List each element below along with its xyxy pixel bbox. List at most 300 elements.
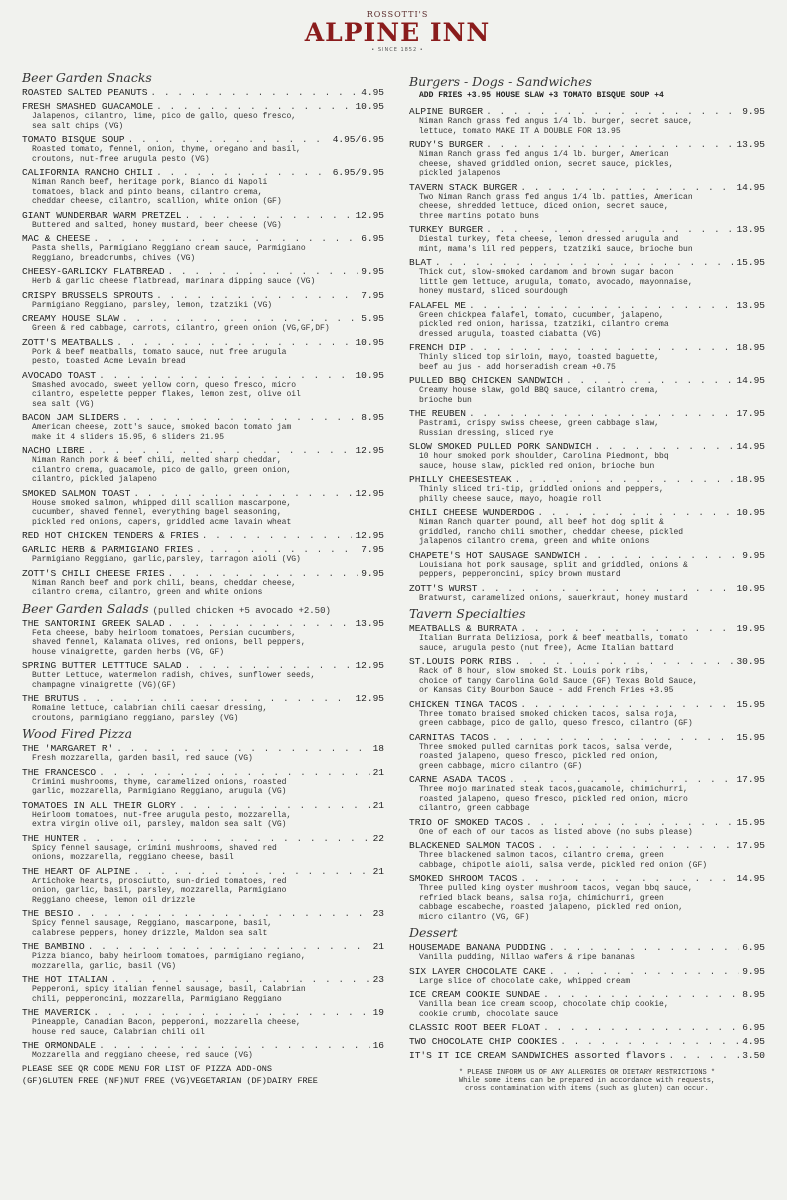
dot-leader <box>520 699 733 710</box>
item-price: 10.95 <box>736 507 765 518</box>
dot-leader <box>156 101 352 112</box>
item-price: 6.95 <box>361 233 384 244</box>
item-name: TAVERN STACK BURGER <box>409 181 518 193</box>
item-name: GIANT WUNDERBAR WARM PRETZEL <box>22 209 182 221</box>
item-description: One of each of our tacos as listed above (no subs please) <box>419 827 693 837</box>
dot-leader <box>594 441 733 452</box>
menu-item <box>22 412 384 442</box>
item-name: CARNE ASADA TACOS <box>409 774 506 785</box>
menu-item <box>22 618 384 658</box>
item-description: Fresh mozzarella, garden basil, red sauce (VG) <box>32 754 253 763</box>
item-description: 10 hour smoked pork shoulder, Carolina Piedmont, bbq sauce, house slaw, pickled red onion, brioche bun <box>419 452 669 471</box>
menu-item <box>22 266 384 287</box>
menu-item <box>409 474 765 504</box>
item-description: Parmigiano Reggiano, garlic,parsley, tarragon aioli (VG) <box>32 555 301 564</box>
item-price: 15.95 <box>736 731 765 743</box>
item-price: 21 <box>372 799 384 811</box>
item-name: ZOTT'S CHILI CHEESE FRIES <box>22 567 165 579</box>
item-price: 14.95 <box>736 873 765 884</box>
dot-leader <box>492 732 734 743</box>
item-price: 14.95 <box>736 181 765 193</box>
dot-leader <box>133 488 352 499</box>
item-price: 9.95 <box>361 266 384 277</box>
item-name: FALAFEL ME <box>409 299 467 311</box>
menu-item <box>409 257 765 297</box>
dot-leader <box>583 550 739 561</box>
item-name: MAC & CHEESE <box>22 233 91 244</box>
item-name: ROASTED SALTED PEANUTS <box>22 87 148 98</box>
dot-leader <box>93 1007 369 1018</box>
item-name: CARNITAS TACOS <box>409 731 489 743</box>
menu-item <box>22 908 384 938</box>
menu-header <box>22 6 773 68</box>
item-name: RUDY'S BURGER <box>409 139 484 150</box>
item-name: THE REUBEN <box>409 408 467 419</box>
item-price: 23 <box>372 908 384 919</box>
dot-leader <box>526 817 733 828</box>
item-name: FRESH SMASHED GUACAMOLE <box>22 101 154 112</box>
menu-section <box>409 606 765 922</box>
dot-leader <box>520 873 733 884</box>
menu-item <box>409 342 765 372</box>
menu-item <box>409 300 765 340</box>
item-name: THE HEART OF ALPINE <box>22 865 131 877</box>
menu-item <box>409 656 765 696</box>
item-name: HOUSEMADE BANANA PUDDING <box>409 942 546 953</box>
dot-leader <box>196 544 358 555</box>
item-description: Heirloom tomatoes, nut-free arugula pesto, mozzarella, extra virgin olive oil, parsley, maldon sea salt (VG) <box>32 810 292 829</box>
item-description: Thinly sliced tri-tip, griddled onions and peppers, philly cheese sauce, mayo, hoagie roll <box>419 485 664 504</box>
dot-leader <box>179 800 370 811</box>
item-description: Rack of 8 hour, slow smoked St. Louis pork ribs, choice of tangy Carolina Gold Sauce (GF) Texas Bold Sauce, or Kansas City Bourbon Sauce - add French Fries +3.95 <box>419 667 698 695</box>
menu-item <box>22 134 384 164</box>
menu-item <box>22 743 384 764</box>
menu-item <box>22 866 384 906</box>
brand-since: • SINCE 1852 • <box>371 47 424 53</box>
item-description: Crimini mushrooms, thyme, caramelized onions, roasted garlic, mozzarella, Parmigiano Reggiano, arugula (VG) <box>32 777 287 796</box>
item-name: THE 'MARGARET R' <box>22 743 114 754</box>
item-price: 13.95 <box>736 224 765 235</box>
menu-item <box>22 544 384 565</box>
item-price: 7.95 <box>361 289 384 301</box>
menu-item <box>409 817 765 838</box>
item-description: Three tomato braised smoked chicken tacos, salsa roja, green cabbage, pico de gallo, queso fresco, cilantro (GF) <box>419 709 693 728</box>
item-name: SMOKED SALMON TOAST <box>22 487 131 499</box>
item-description: Niman Ranch beef and pork chili, beans, cheddar cheese, cilantro crema, cilantro, green and white onions <box>32 578 297 597</box>
item-name: CHILI CHEESE WUNDERDOG <box>409 507 535 518</box>
item-price: 21 <box>372 941 384 952</box>
dot-leader <box>128 134 330 145</box>
item-name: IT'S IT ICE CREAM SANDWICHES assorted flavors <box>409 1050 666 1061</box>
dot-leader <box>566 375 734 386</box>
menu-item <box>22 370 384 410</box>
item-name: FRENCH DIP <box>409 342 467 353</box>
item-price: 16 <box>372 1040 384 1051</box>
dot-leader <box>202 530 353 541</box>
dot-leader <box>99 1040 369 1051</box>
footer-line: PLEASE SEE QR CODE MENU FOR LIST OF PIZZA ADD-ONS <box>22 1063 272 1074</box>
item-description: Vanilla pudding, Nillao wafers & ripe bananas <box>419 953 636 962</box>
menu-section <box>22 601 384 724</box>
dot-leader <box>156 290 358 301</box>
item-price: 15.95 <box>736 698 765 710</box>
item-description: Three pulled king oyster mushroom tacos, vegan bbq sauce, refried black beans, salsa roja, chimichurri, green cabbage escabeche, roasted jalapeno, pickled red onion, micro cilantro (VG, GF) <box>419 884 693 922</box>
item-description: Butter Lettuce, watermelon radish, chives, sunflower seeds, champagne vinaigrette (VG)(GF) <box>32 671 316 690</box>
menu-item <box>409 182 765 222</box>
item-description: Herb & garlic cheese flatbread, marinara dipping sauce (VG) <box>32 277 316 286</box>
item-description: Smashed avocado, sweet yellow corn, queso fresco, micro cilantro, espelette pepper flakes, lemon zest, olive oil sea salt (VG) <box>32 380 301 409</box>
item-price: 10.95 <box>736 582 765 594</box>
item-name: BACON JAM SLIDERS <box>22 412 119 423</box>
item-description: Italian Burrata Deliziosa, pork & beef meatballs, tomato sauce, arugula pesto (nut free), Acme Italian battard <box>419 634 688 653</box>
brand-top: ROSSOTTI'S <box>366 10 429 19</box>
item-description: Vanilla bean ice cream scoop, chocolate chip cookie, cookie crumb, chocolate sauce <box>419 1000 669 1019</box>
menu-item <box>22 974 384 1004</box>
item-name: CALIFORNIA RANCHO CHILI <box>22 167 154 178</box>
item-price: 21 <box>372 865 384 877</box>
menu-item <box>409 732 765 772</box>
menu-item <box>22 1040 384 1061</box>
item-price: 6.95/9.95 <box>332 167 384 178</box>
menu-item <box>409 408 765 438</box>
dot-leader <box>88 941 370 952</box>
dot-leader <box>520 182 733 193</box>
item-description: Feta cheese, baby heirloom tomatoes, Persian cucumbers, shaved fennel, Kalamata olives, red onions, bell peppers, house vinaigrette, garden herbs (VG, GF) <box>32 628 306 657</box>
item-name: THE BAMBINO <box>22 941 85 952</box>
menu-item <box>22 941 384 971</box>
item-description: Pastrami, crispy swiss cheese, green cabbage slaw, Russian dressing, sliced rye <box>419 419 660 438</box>
item-price: 9.95 <box>361 567 384 579</box>
dot-leader <box>82 833 370 844</box>
item-name: PULLED BBQ CHICKEN SANDWICH <box>409 375 563 386</box>
item-description: Green chickpea falafel, tomato, cucumber, jalapeno, pickled red onion, harissa, tzatziki, cilantro crema dressed arugula, toasted ciabatta (VG) <box>419 310 669 339</box>
item-description: Romaine lettuce, calabrian chili caesar dressing, croutons, parmigiano reggiano, parsley (VG) <box>32 704 268 723</box>
item-description: Roasted tomato, fennel, onion, thyme, oregano and basil, croutons, nut-free arugula pesto (VG) <box>32 145 301 164</box>
dot-leader <box>88 445 353 456</box>
item-price: 12.95 <box>355 660 384 671</box>
item-name: CHICKEN TINGA TACOS <box>409 698 518 710</box>
item-price: 12.95 <box>355 530 384 541</box>
dot-leader <box>486 224 733 235</box>
item-description: Buttered and salted, honey mustard, beer cheese (VG) <box>32 220 282 230</box>
menu-item <box>409 441 765 471</box>
menu-item <box>22 833 384 863</box>
item-name: TOMATOES IN ALL THEIR GLORY <box>22 799 176 811</box>
dot-leader <box>543 1022 739 1033</box>
item-price: 6.95 <box>742 1022 765 1033</box>
item-price: 8.95 <box>361 412 384 423</box>
item-description: American cheese, zott's sauce, smoked bacon tomato jam make it 4 sliders 15.95, 6 sliders 21.95 <box>32 423 292 442</box>
item-name: TRIO OF SMOKED TACOS <box>409 816 524 828</box>
item-name: BLACKENED SALMON TACOS <box>409 840 535 851</box>
item-description: Three blackened salmon tacos, cilantro crema, green cabbage, chipotle aioli, salsa verde, pickled red onion (GF) <box>419 851 708 870</box>
dot-leader <box>549 942 739 953</box>
item-name: THE FRANCESCO <box>22 766 97 778</box>
item-name: AVOCADO TOAST <box>22 369 97 381</box>
menu-item <box>409 139 765 179</box>
item-price: 14.95 <box>736 441 765 452</box>
item-price: 18.95 <box>736 342 765 353</box>
right-column <box>409 72 765 1093</box>
item-price: 15.95 <box>736 816 765 828</box>
item-price: 22 <box>372 832 384 844</box>
item-name: CRISPY BRUSSELS SPROUTS <box>22 289 154 301</box>
menu-section <box>22 70 384 598</box>
item-price: 9.95 <box>742 549 765 561</box>
menu-item <box>22 87 384 98</box>
section-title: Beer Garden Salads (pulled chicken +5 avocado +2.50) <box>22 600 331 616</box>
menu-item <box>22 210 384 231</box>
item-name: CREAMY HOUSE SLAW <box>22 313 119 324</box>
item-price: 18.95 <box>736 474 765 485</box>
menu-item <box>409 1022 765 1033</box>
item-price: 10.95 <box>355 101 384 112</box>
dot-leader <box>469 342 733 353</box>
dot-leader <box>486 106 739 117</box>
dot-leader <box>185 660 353 671</box>
menu-item <box>409 583 765 604</box>
dot-leader <box>509 774 734 785</box>
dot-leader <box>537 840 733 851</box>
item-price: 4.95 <box>742 1036 765 1047</box>
menu-item <box>409 1036 765 1047</box>
dot-leader <box>185 210 353 221</box>
item-name: THE MAVERICK <box>22 1007 91 1018</box>
item-price: 9.95 <box>742 106 765 117</box>
dot-leader <box>435 257 734 268</box>
item-name: ZOTT'S WURST <box>409 582 478 594</box>
item-price: 4.95/6.95 <box>332 134 384 145</box>
menu-item <box>22 167 384 207</box>
item-description: Pasta shells, Parmigiano Reggiano cream sauce, Parmigiano Reggiano, breadcrumbs, chives (VG) <box>32 244 306 263</box>
dot-leader <box>486 139 733 150</box>
dot-leader <box>520 623 733 634</box>
item-description: Creamy house slaw, gold BBQ sauce, cilantro crema, brioche bun <box>419 386 660 405</box>
item-description: Parmigiano Reggiano, parsley, lemon, tzatziki (VG) <box>32 300 273 310</box>
item-name: CLASSIC ROOT BEER FLOAT <box>409 1022 541 1033</box>
footer-line: (GF)GLUTEN FREE (NF)NUT FREE (VG)VEGETARIAN (DF)DAIRY FREE <box>22 1076 318 1086</box>
item-description: Pepperoni, spicy italian fennel sausage, basil, Calabrian chili, pepperoncini, mozzarella, Parmigiano Reggiano <box>32 985 306 1004</box>
item-name: ICE CREAM COOKIE SUNDAE <box>409 989 541 1000</box>
item-name: RED HOT CHICKEN TENDERS & FRIES <box>22 530 199 541</box>
item-price: 9.95 <box>742 965 765 977</box>
menu-item <box>409 507 765 547</box>
dot-leader <box>76 908 369 919</box>
item-description: Green & red cabbage, carrots, cilantro, green onion (VG,GF,DF) <box>32 324 330 333</box>
menu-item <box>22 530 384 541</box>
item-description: Mozzarella and reggiano cheese, red sauce (VG) <box>32 1051 253 1060</box>
item-description: Bratwurst, caramelized onions, sauerkraut, honey mustard <box>419 593 688 603</box>
menu-section <box>22 726 384 1061</box>
item-name: SMOKED SHROOM TACOS <box>409 873 518 884</box>
item-name: SLOW SMOKED PULLED PORK SANDWICH <box>409 441 592 452</box>
item-name: THE SANTORINI GREEK SALAD <box>22 617 165 629</box>
item-price: 23 <box>372 974 384 985</box>
item-description: House smoked salmon, whipped dill scallion mascarpone, cucumber, shaved fennel, everything bagel seasoning, pickled red onions, capers, griddled acme lavain wheat <box>32 498 292 527</box>
menu-item <box>22 233 384 263</box>
menu-item <box>22 693 384 723</box>
dot-leader <box>99 767 369 778</box>
menu-item <box>22 660 384 690</box>
item-price: 21 <box>372 766 384 778</box>
item-price: 13.95 <box>736 139 765 150</box>
menu-item <box>409 106 765 136</box>
dot-leader <box>111 974 370 985</box>
menu-item <box>409 942 765 963</box>
item-name: THE BRUTUS <box>22 693 80 704</box>
dot-leader <box>669 1050 740 1061</box>
dot-leader <box>543 989 739 1000</box>
item-price: 30.95 <box>736 656 765 667</box>
menu-item <box>22 337 384 367</box>
item-description: Niman Ranch beef, heritage pork, Bianco di Napoli tomatoes, black and pinto beans, cilantro crema, cheddar cheese, cilantro, scallion, white onion (GF) <box>32 178 282 206</box>
dot-leader <box>549 966 739 977</box>
left-column <box>22 68 384 1093</box>
item-name: THE HOT ITALIAN <box>22 974 108 985</box>
item-price: 17.95 <box>736 774 765 785</box>
menu-item <box>409 840 765 870</box>
item-name: ALPINE BURGER <box>409 106 484 117</box>
dot-leader <box>99 370 352 381</box>
item-price: 7.95 <box>361 544 384 555</box>
dot-leader <box>116 337 352 348</box>
item-name: THE ORMONDALE <box>22 1040 97 1051</box>
menu-item <box>409 966 765 987</box>
dot-leader <box>122 412 358 423</box>
menu-item <box>22 445 384 485</box>
dot-leader <box>168 266 359 277</box>
section-title: Tavern Specialties <box>409 606 526 621</box>
item-price: 13.95 <box>355 617 384 629</box>
item-name: MEATBALLS & BURRATA <box>409 623 518 634</box>
dot-leader <box>82 693 352 704</box>
item-price: 18 <box>372 743 384 754</box>
item-description: Large slice of chocolate cake, whipped cream <box>419 976 631 986</box>
item-description: Artichoke hearts, prosciutto, sun-dried tomatoes, red onion, garlic, basil, parsley, mozzarella, Parmigiano Reggiano cheese, lemon oil drizzle <box>32 876 287 905</box>
allergy-notice: * PLEASE INFORM US OF ANY ALLERGIES OR DIETARY RESTRICTIONS * While some items can be prepared in accordance with requests, cross contamination with items (such as gluten) can occur. <box>458 1069 716 1093</box>
item-name: ST.LOUIS PORK RIBS <box>409 656 512 667</box>
item-price: 15.95 <box>736 257 765 268</box>
item-price: 5.95 <box>361 313 384 324</box>
item-price: 6.95 <box>742 942 765 953</box>
item-name: TOMATO BISQUE SOUP <box>22 134 125 145</box>
dot-leader <box>168 618 353 629</box>
menu-item <box>409 873 765 922</box>
item-description: Spicy fennel sausage, Reggiano, mascarpone, basil, calabrese peppers, honey drizzle, Maldon sea salt <box>32 919 273 938</box>
section-title: Burgers - Dogs - Sandwiches <box>409 74 592 89</box>
menu-item <box>409 224 765 254</box>
section-title: Dessert <box>409 925 458 940</box>
item-price: 12.95 <box>355 445 384 456</box>
menu-item <box>409 989 765 1019</box>
item-description: Niman Ranch pork & beef chili, melted sharp cheddar, cilantro crema, guacamole, pico de gallo, green onion, cilantro, pickled jalapeno <box>32 456 292 484</box>
item-name: SPRING BUTTER LETTTUCE SALAD <box>22 660 182 671</box>
brand-name: ALPINE INN <box>304 18 491 47</box>
item-name: BLAT <box>409 257 432 268</box>
section-addons: ADD FRIES +3.95 HOUSE SLAW +3 TOMATO BISQUE SOUP +4 <box>419 91 664 100</box>
menu-item <box>22 1007 384 1037</box>
item-price: 8.95 <box>742 989 765 1000</box>
item-name: GARLIC HERB & PARMIGIANO FRIES <box>22 544 194 555</box>
item-name: TWO CHOCOLATE CHIP COOKIES <box>409 1036 558 1047</box>
menu-section <box>409 925 765 1061</box>
item-description: Thick cut, slow-smoked cardamom and brown sugar bacon little gem lettuce, arugula, tomato, avocado, mayonnaise, honey mustard, sliced sourdough <box>419 268 693 296</box>
item-price: 13.95 <box>736 299 765 311</box>
item-price: 14.95 <box>736 375 765 386</box>
item-price: 17.95 <box>736 408 765 419</box>
dot-leader <box>469 408 733 419</box>
dot-leader <box>93 233 358 244</box>
item-description: Three mojo marinated steak tacos,guacamole, chimichurri, roasted jalapeno, queso fresco, pickled red onion, micro cilantro, green cabbage <box>419 785 688 813</box>
item-price: 19.95 <box>736 623 765 634</box>
item-name: TURKEY BURGER <box>409 224 484 235</box>
dot-leader <box>480 583 733 594</box>
dot-leader <box>122 313 358 324</box>
dot-leader <box>560 1036 739 1047</box>
item-description: Pork & beef meatballs, tomato sauce, nut free arugula pesto, toasted Acme Levain bread <box>32 347 287 366</box>
menu-item <box>409 774 765 814</box>
dot-leader <box>469 300 733 311</box>
item-description: Niman Ranch grass fed angus 1/4 lb. burger, American cheese, shaved griddled onion, secret sauce, pickles, pickled jalapenos <box>419 150 674 178</box>
item-name: SIX LAYER CHOCOLATE CAKE <box>409 965 546 977</box>
menu-item <box>22 313 384 334</box>
item-name: THE HUNTER <box>22 832 80 844</box>
menu-item <box>22 290 384 311</box>
item-description: Diestal turkey, feta cheese, lemon dressed arugula and mint, mama's lil red peppers, tzatziki sauce, brioche bun <box>419 235 693 254</box>
item-description: Jalapenos, cilantro, lime, pico de gallo, queso fresco, sea salt chips (VG) <box>32 112 297 131</box>
item-name: ZOTT'S MEATBALLS <box>22 336 114 348</box>
menu-item <box>409 550 765 580</box>
menu-item <box>409 623 765 653</box>
item-description: Pineapple, Canadian Bacon, pepperoni, mozzarella cheese, house red sauce, Calabrian chili oil <box>32 1018 301 1037</box>
menu-item <box>409 1050 765 1061</box>
item-price: 12.95 <box>355 487 384 499</box>
item-description: Niman Ranch quarter pound, all beef hot dog split & griddled, rancho chili smother, cheddar cheese, pickled jalapenos cilantro crema, green and white onions <box>419 518 684 546</box>
section-note: (pulled chicken +5 avocado +2.50) <box>152 605 331 616</box>
dot-leader <box>168 568 359 579</box>
item-name: PHILLY CHEESESTEAK <box>409 474 512 485</box>
item-description: Louisiana hot pork sausage, split and griddled, onions & peppers, pepperoncini, spicy brown mustard <box>419 560 688 579</box>
menu-item <box>22 568 384 598</box>
dot-leader <box>515 656 734 667</box>
item-description: Spicy fennel sausage, crimini mushrooms, shaved red onions, mozzarella, reggiano cheese, basil <box>32 843 277 862</box>
item-price: 12.95 <box>355 209 384 221</box>
item-price: 4.95 <box>361 87 384 98</box>
menu-item <box>22 488 384 528</box>
item-price: 10.95 <box>355 369 384 381</box>
item-description: Thinly sliced top sirloin, mayo, toasted baguette, beef au jus - add horseradish cream +0.75 <box>419 353 660 372</box>
menu-item <box>22 800 384 830</box>
item-name: THE BESIO <box>22 908 74 919</box>
menu-section <box>409 74 765 603</box>
item-description: Three smoked pulled carnitas pork tacos, salsa verde, roasted jalapeno, queso fresco, pickled red onion, green cabbage, micro cilantro (GF) <box>419 742 674 771</box>
dot-leader <box>133 866 369 877</box>
item-price: 19 <box>372 1007 384 1018</box>
dot-leader <box>116 743 369 754</box>
menu-item <box>409 699 765 729</box>
section-title: Beer Garden Snacks <box>22 70 152 85</box>
section-title: Wood Fired Pizza <box>22 726 133 741</box>
item-description: Pizza bianco, baby heirloom tomatoes, parmigiano regiano, mozzarella, garlic, basil (VG) <box>32 952 306 971</box>
item-price: 10.95 <box>355 336 384 348</box>
dot-leader <box>515 474 734 485</box>
item-description: Two Niman Ranch grass fed angus 1/4 lb. patties, American cheese, shredded lettuce, diced onion, secret sauce, three martins potato buns <box>419 192 693 221</box>
item-price: 17.95 <box>736 840 765 851</box>
menu-item <box>409 375 765 405</box>
item-description: Niman Ranch grass fed angus 1/4 lb. burger, secret sauce, lettuce, tomato MAKE IT A DOUBLE FOR 13.95 <box>419 117 693 136</box>
dot-leader <box>150 87 358 98</box>
dot-leader <box>537 507 733 518</box>
